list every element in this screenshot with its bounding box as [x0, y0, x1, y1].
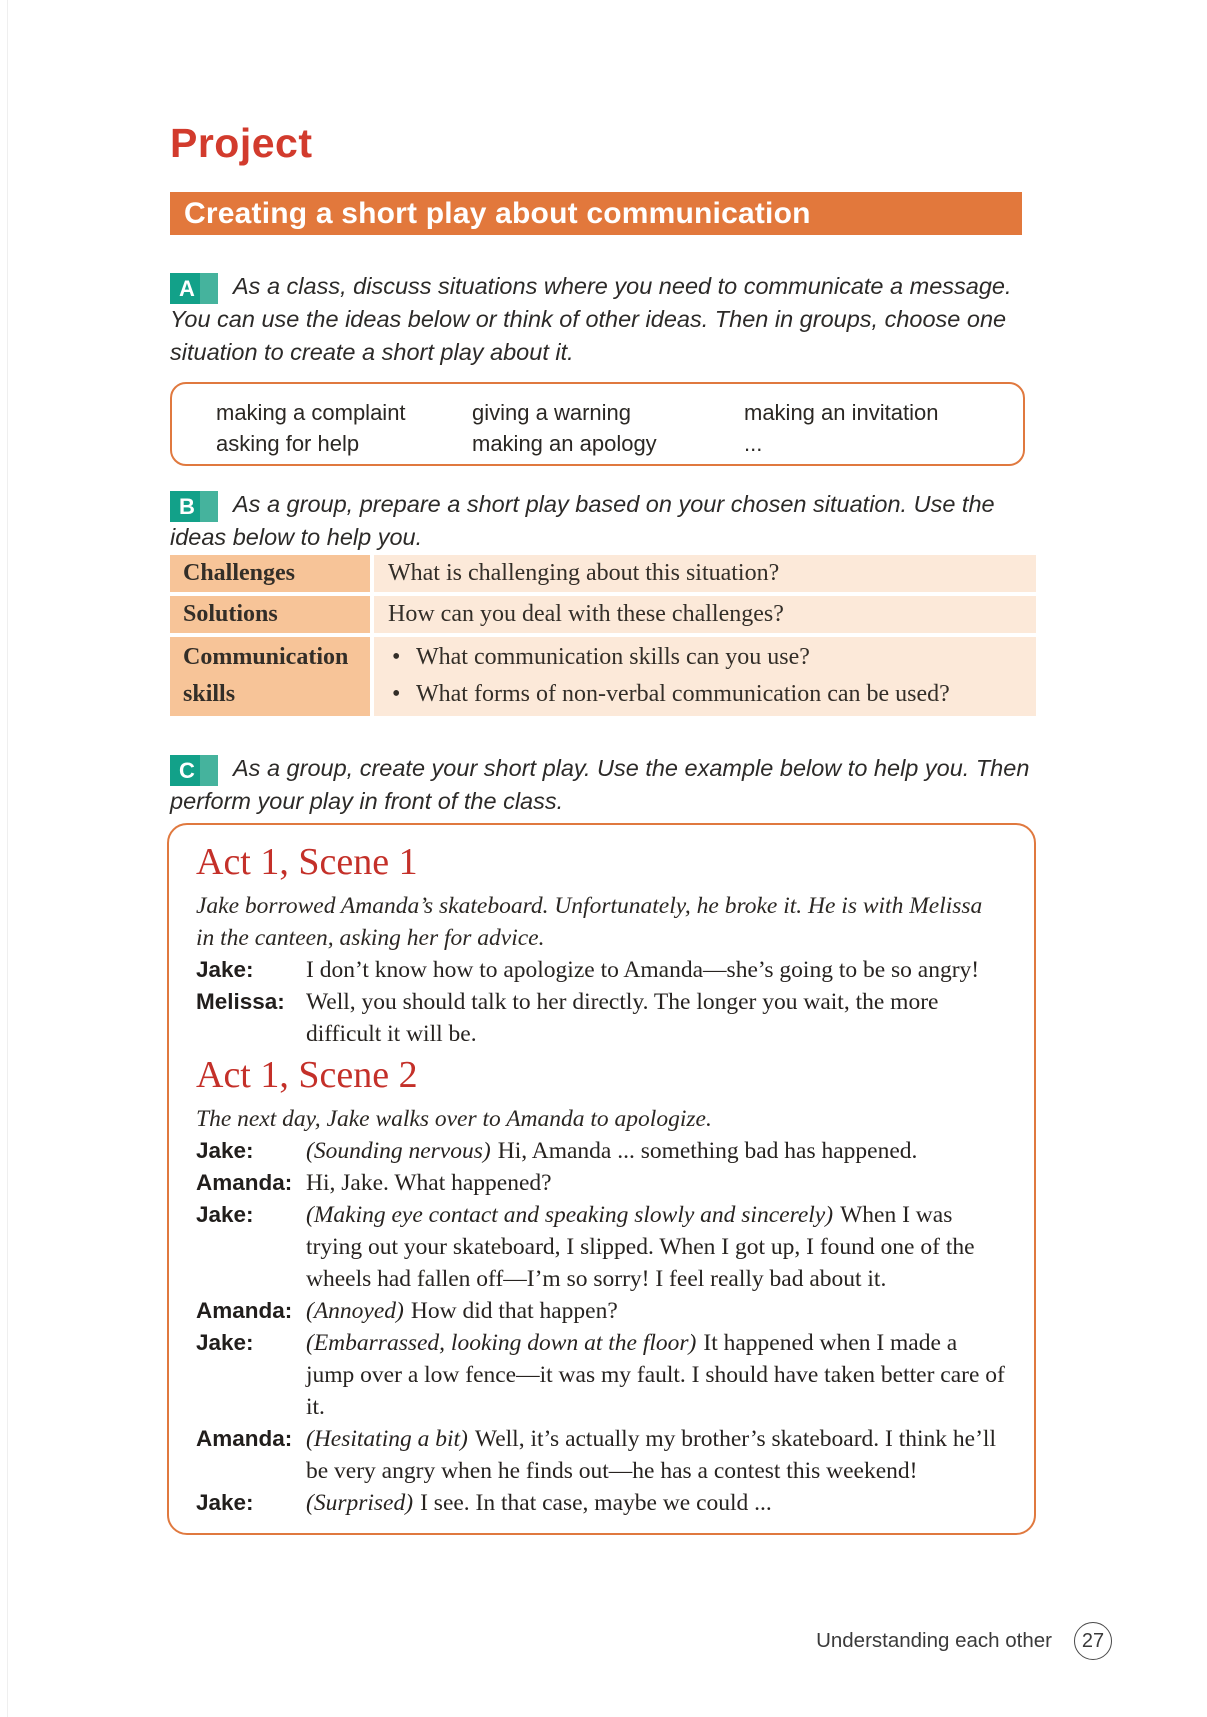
- section-c-badge: C: [170, 755, 218, 786]
- idea-item: ...: [744, 431, 763, 456]
- stage-direction: (Annoyed): [306, 1298, 404, 1324]
- dialogue-text: (Sounding nervous) Hi, Amanda ... something bad has happened.: [306, 1138, 918, 1164]
- stage-direction: (Making eye contact and speaking slowly and sincerely): [306, 1202, 834, 1228]
- dialogue-line: [196, 1327, 1006, 1423]
- scene-heading: Act 1, Scene 1: [196, 841, 418, 883]
- table-row-label: Communication skills: [170, 637, 370, 716]
- section-a-instruction: As a class, discuss situations where you need to communicate a message. You can use the ideas below or think of other ideas. Then in groups, choose one situation to create a short play about it.: [170, 273, 1012, 365]
- section-c: [170, 752, 1036, 818]
- table-row-bullets: [374, 637, 1036, 716]
- dialogue-line: [196, 1423, 1006, 1487]
- dialogue-text: Well, you should talk to her directly. The longer you wait, the more difficult it will be.: [306, 989, 939, 1047]
- scene-2-dialogue: [196, 1135, 1006, 1519]
- dialogue-line: [196, 1295, 1006, 1327]
- bullet-item: • What forms of non-verbal communication can be used?: [388, 676, 1026, 713]
- dialogue-text: (Hesitating a bit) Well, it’s actually my brother’s skateboard. I think he’ll be very angry when he finds out—he has a contest this weekend!: [306, 1426, 996, 1484]
- lesson-banner: Creating a short play about communication: [170, 192, 1022, 235]
- speaker-name: Jake:: [196, 1138, 254, 1163]
- dialogue-line: [196, 1135, 1006, 1167]
- dialogue-text: (Annoyed) How did that happen?: [306, 1298, 618, 1324]
- stage-direction: (Hesitating a bit): [306, 1426, 468, 1452]
- page-footer: [816, 1622, 1112, 1660]
- bullet-item: • What communication skills can you use?: [388, 639, 1026, 676]
- idea-item: giving a warning: [472, 400, 631, 425]
- dialogue-line: [196, 1487, 1006, 1519]
- stage-direction: (Surprised): [306, 1490, 414, 1516]
- idea-item: making an apology: [472, 431, 657, 456]
- speaker-name: Amanda:: [196, 1298, 293, 1323]
- play-example-box: [167, 823, 1036, 1535]
- ideas-column-1: [216, 397, 472, 464]
- dialogue-text: I don’t know how to apologize to Amanda—she’s going to be so angry!: [306, 957, 980, 983]
- section-a-badge: A: [170, 273, 218, 304]
- dialogue-line: [196, 1167, 1006, 1199]
- dialogue-line: [196, 1199, 1006, 1295]
- page-edge-line: [7, 0, 8, 1717]
- stage-direction: (Embarrassed, looking down at the floor): [306, 1330, 697, 1356]
- dialogue-line: [196, 954, 1006, 986]
- speaker-name: Amanda:: [196, 1426, 293, 1451]
- stage-direction: (Sounding nervous): [306, 1138, 491, 1164]
- dialogue-text: (Embarrassed, looking down at the floor) It happened when I made a jump over a low fence—it was my fault. I should have taken better care of it.: [306, 1330, 1005, 1420]
- speaker-name: Jake:: [196, 1490, 254, 1515]
- speaker-name: Jake:: [196, 957, 254, 982]
- section-b-badge: B: [170, 491, 218, 522]
- section-b: [170, 488, 1036, 554]
- speaker-name: Melissa:: [196, 989, 285, 1014]
- unit-title: Understanding each other: [816, 1629, 1052, 1652]
- table-row-text: What is challenging about this situation?: [374, 555, 1036, 592]
- idea-item: making a complaint: [216, 400, 406, 425]
- preparation-table: [170, 555, 1036, 716]
- scene-heading: Act 1, Scene 2: [196, 1054, 418, 1096]
- idea-item: making an invitation: [744, 400, 939, 425]
- speaker-name: Jake:: [196, 1330, 254, 1355]
- dialogue-text: Hi, Jake. What happened?: [306, 1170, 552, 1196]
- section-c-instruction: As a group, create your short play. Use the example below to help you. Then perform your play in front of the class.: [170, 755, 1030, 814]
- scene-1-dialogue: [196, 954, 1006, 1050]
- page-number-badge: [1074, 1622, 1112, 1660]
- section-b-instruction: As a group, prepare a short play based on your chosen situation. Use the ideas below to help you.: [170, 491, 995, 550]
- table-row-label: Solutions: [170, 596, 370, 633]
- dialogue-text: (Making eye contact and speaking slowly and sincerely) When I was trying out your skateboard, I slipped. When I got up, I found one of the wheels had fallen off—I’m so sorry! I feel really bad about it.: [306, 1202, 975, 1292]
- page-number: 27: [1081, 1629, 1105, 1652]
- scene-synopsis: The next day, Jake walks over to Amanda to apologize.: [196, 1106, 712, 1132]
- section-a: [170, 270, 1036, 369]
- dialogue-text: (Surprised) I see. In that case, maybe we could ...: [306, 1490, 772, 1516]
- ideas-column-2: [472, 397, 744, 464]
- table-row-label: Challenges: [170, 555, 370, 592]
- speaker-name: Amanda:: [196, 1170, 293, 1195]
- scene-synopsis: Jake borrowed Amanda’s skateboard. Unfortunately, he broke it. He is with Melissa in the canteen, asking her for advice.: [196, 893, 983, 951]
- ideas-box: [170, 382, 1025, 466]
- speaker-name: Jake:: [196, 1202, 254, 1227]
- dialogue-line: [196, 986, 1006, 1050]
- idea-item: asking for help: [216, 431, 360, 456]
- table-row-text: How can you deal with these challenges?: [374, 596, 1036, 633]
- ideas-column-3: [744, 397, 1023, 464]
- page-title: Project: [170, 120, 313, 166]
